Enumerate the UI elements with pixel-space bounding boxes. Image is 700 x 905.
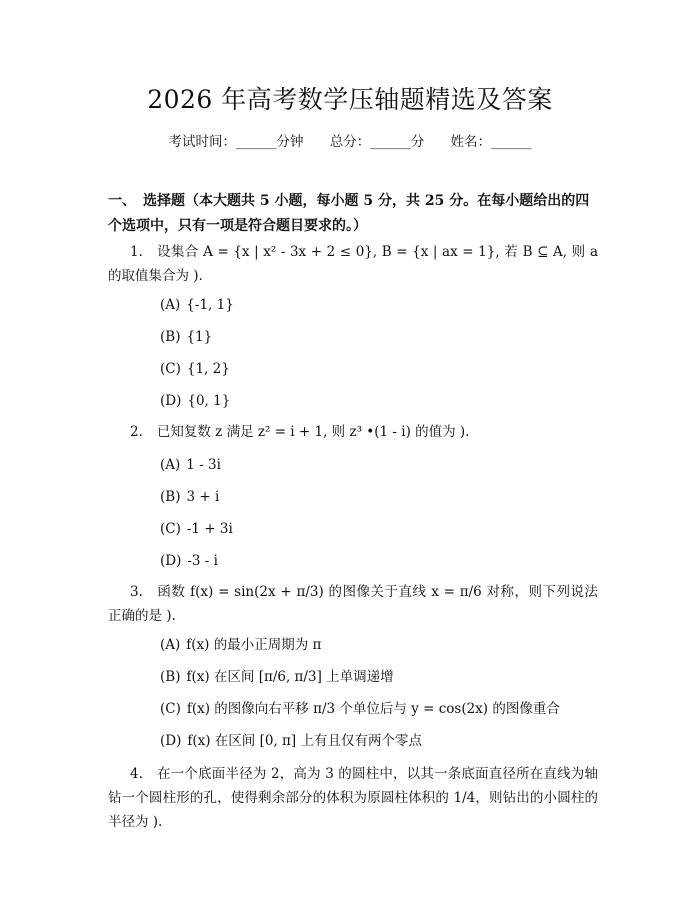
total-score: 总分：______分 (329, 134, 425, 150)
exam-time: 考试时间：______分钟 (168, 134, 304, 150)
option-1d: (D) {0, 1} (160, 393, 231, 409)
option-1c: (C) {1, 2} (160, 361, 230, 377)
option-2a: (A) 1 - 3i (160, 457, 221, 473)
option-2b: (B) 3 + i (160, 489, 220, 505)
question-3 (108, 580, 598, 628)
option-3c: (C) f(x) 的图像向右平移 π/3 个单位后与 y = cos(2x) 的图像重合 (160, 701, 560, 717)
question-number: 2. (130, 424, 143, 440)
question-number: 1. (130, 244, 143, 260)
exam-info (0, 130, 700, 150)
question-number: 4. (130, 766, 143, 782)
option-2d: (D) -3 - i (160, 553, 218, 569)
page-title: 2026 年高考数学压轴题精选及答案 (147, 85, 553, 114)
question-2 (108, 420, 598, 444)
question-text: 函数 f(x) = sin(2x + π/3) 的图像关于直线 x = π/6 对称，则下列说法正确的是 ). (108, 584, 598, 624)
student-name: 姓名：______ (450, 134, 532, 150)
question-text: 设集合 A = {x | x² - 3x + 2 ≤ 0}, B = {x | ax = 1}, 若 B ⊆ A, 则 a 的取值集合为 ). (108, 244, 598, 284)
option-3b: (B) f(x) 在区间 [π/6, π/3] 上单调递增 (160, 669, 394, 685)
question-number: 3. (130, 584, 143, 600)
option-1b: (B) {1} (160, 329, 213, 345)
option-3a: (A) f(x) 的最小正周期为 π (160, 637, 322, 653)
section-heading: 一、 选择题（本大题共 5 小题，每小题 5 分，共 25 分。在每小题给出的四个选项中，只有一项是符合题目要求的。） (108, 193, 590, 234)
question-text: 在一个底面半径为 2，高为 3 的圆柱中，以其一条底面直径所在直线为轴钻一个圆柱形的孔，使得剩余部分的体积为原圆柱体积的 1/4，则钻出的小圆柱的半径为 ). (108, 766, 598, 830)
question-4 (108, 762, 598, 834)
question-1 (108, 240, 598, 288)
option-3d: (D) f(x) 在区间 [0, π] 上有且仅有两个零点 (160, 733, 422, 749)
option-2c: (C) -1 + 3i (160, 521, 233, 537)
option-1a: (A) {-1, 1} (160, 297, 234, 313)
question-text: 已知复数 z 满足 z² = i + 1, 则 z³ •(1 - i) 的值为 ). (156, 424, 470, 440)
